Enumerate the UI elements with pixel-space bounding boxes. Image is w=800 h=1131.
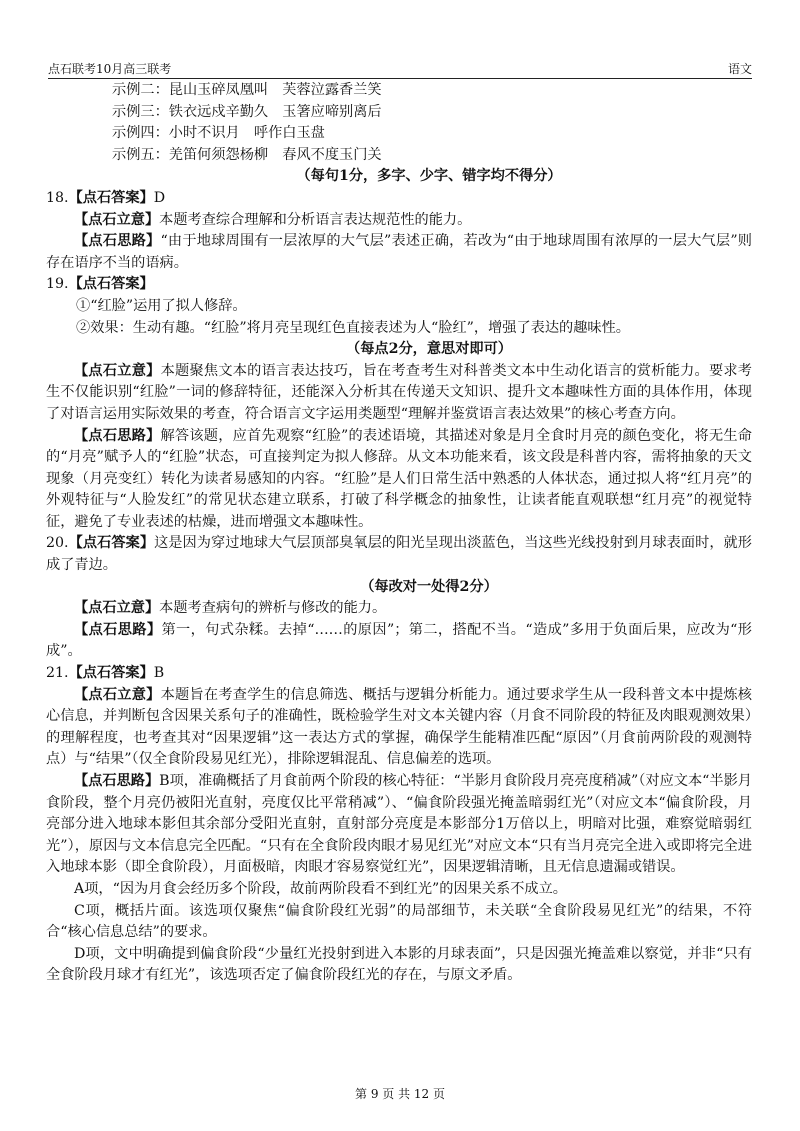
q19-point: ①“红脸”运用了拟人修辞。 bbox=[76, 297, 247, 314]
q18-thought: 【点石思路】“由于地球周围有一层浓厚的大气层”表述正确，若改为“由于地球周围有浓厚的一层大气层”则存在语序不当的语病。 bbox=[46, 233, 752, 271]
q21-thought: 【点石思路】B项，准确概括了月食前两个阶段的核心特征：“半影月食阶段月亮亮度稍减”（对应文本“半影月食阶段，整个月亮仍被阳光直射，亮度仅比平常稍减”）、“偏食阶段强光掩盖暗弱红光”（对应文本“偏食阶段，月亮部分进入地球本影但其余部分受阳光直射，直射部分亮度是本影部分1万倍以上，明暗对比强，难察觉暗弱红光”），原因与文本信息完全匹配。“只有在全食阶段肉眼才易见红光”对应文本“只有当月亮完全进入或即将完全进入地球本影（即全食阶段），月面极暗，肉眼才容易察觉红光”，因果逻辑清晰，且无信息遗漏或错误。 bbox=[46, 773, 752, 876]
q21-intent: 【点石立意】本题旨在考查学生的信息筛选、概括与逻辑分析能力。通过要求学生从一段科普文本中提炼核心信息，并判断包含因果关系句子的准确性，既检验学生对文本关键内容（月食不同阶段的特征及肉眼观测效果）的理解程度，也考查其对“因果逻辑”这一表达方式的掌握，确保学生能精准匹配“原因”（月食前两阶段的观测特点）与“结果”（仅全食阶段易见红光），排除逻辑混乱、信息偏差的选项。 bbox=[46, 686, 752, 768]
page-number: 第 9 页 共 12 页 bbox=[355, 1087, 445, 1101]
q19-thought: 【点石思路】解答该题，应首先观察“红脸”的表述语境，其描述对象是月全食时月亮的颜色变化，将无生命的“月亮”赋予人的“红脸”状态，可直接判定为拟人修辞。从文本功能来看，该文段是科普内容，需将抽象的天文现象（月亮变红）转化为读者易感知的内容。“红脸”是人们日常生活中熟悉的人体状态，通过拟人将“红月亮”的外观特征与“人脸发红”的常见状态建立联系，打破了科学概念的抽象性，让读者能直观联想“红月亮”的视觉特征，避免了专业表述的枯燥，进而增强文本趣味性。 bbox=[46, 427, 752, 530]
subject-label: 语文 bbox=[727, 62, 752, 76]
scoring-note: （每点2分，意思对即可） bbox=[346, 341, 512, 358]
q19-answer: 19.【点石答案】 bbox=[46, 276, 154, 293]
q20-answer: 20.【点石答案】这是因为穿过地球大气层顶部臭氧层的阳光呈现出淡蓝色，当这些光线投射到月球表面时，就形成了青边。 bbox=[46, 535, 752, 574]
q21-option-a: A项，“因为月食会经历多个阶段，故前两阶段看不到红光”的因果关系不成立。 bbox=[74, 880, 567, 897]
answer-content bbox=[46, 80, 752, 987]
q21-answer: 21.【点石答案】B bbox=[46, 665, 165, 682]
q19-point: ②效果：生动有趣。“红脸”将月亮呈现红色直接表述为人“脸红”，增强了表达的趣味性。 bbox=[76, 319, 630, 336]
scoring-note: （每改对一处得2分） bbox=[360, 578, 498, 595]
q20-intent: 【点石立意】本题考查病句的辨析与修改的能力。 bbox=[74, 600, 387, 617]
q19-intent: 【点石立意】本题聚焦文本的语言表达技巧，旨在考查考生对科普类文本中生动化语言的赏析能力。要求考生不仅能识别“红脸”一词的修辞特征，还能深入分析其在传递天文知识、提升文本趣味性方面的具体作用，体现了对语言运用实际效果的考查，符合语言文字运用类题型“理解并鉴赏语言表达效果”的核心考查方向。 bbox=[46, 362, 752, 422]
example-line: 示例三：铁衣远戍辛勤久 玉箸应啼别离后 bbox=[112, 103, 382, 120]
example-line: 示例五：羌笛何须怨杨柳 春风不度玉门关 bbox=[112, 146, 382, 163]
scoring-note: （每句1分，多字、少字、错字均不得分） bbox=[296, 168, 562, 185]
q21-option-c: C项，概括片面。该选项仅聚焦“偏食阶段红光弱”的局部细节，未关联“全食阶段易见红光”的结果，不符合“核心信息总结”的要求。 bbox=[46, 902, 752, 941]
example-line: 示例四：小时不识月 呼作白玉盘 bbox=[112, 125, 325, 142]
q20-thought: 【点石思路】第一，句式杂糅。去掉“……的原因”；第二，搭配不当。“造成”多用于负面后果，应改为“形成”。 bbox=[46, 621, 752, 660]
q21-option-d: D项，文中明确提到偏食阶段“少量红光投射到进入本影的月球表面”，只是因强光掩盖难以察觉，并非“只有全食阶段月球才有红光”，该选项否定了偏食阶段红光的存在，与原文矛盾。 bbox=[46, 945, 752, 984]
q18-intent: 【点石立意】本题考查综合理解和分析语言表达规范性的能力。 bbox=[74, 211, 472, 228]
q18-answer: 18.【点石答案】D bbox=[46, 189, 166, 206]
page-header bbox=[48, 62, 752, 79]
example-line: 示例二：昆山玉碎凤凰叫 芙蓉泣露香兰笑 bbox=[112, 82, 382, 98]
exam-title: 点石联考10月高三联考 bbox=[48, 62, 172, 76]
